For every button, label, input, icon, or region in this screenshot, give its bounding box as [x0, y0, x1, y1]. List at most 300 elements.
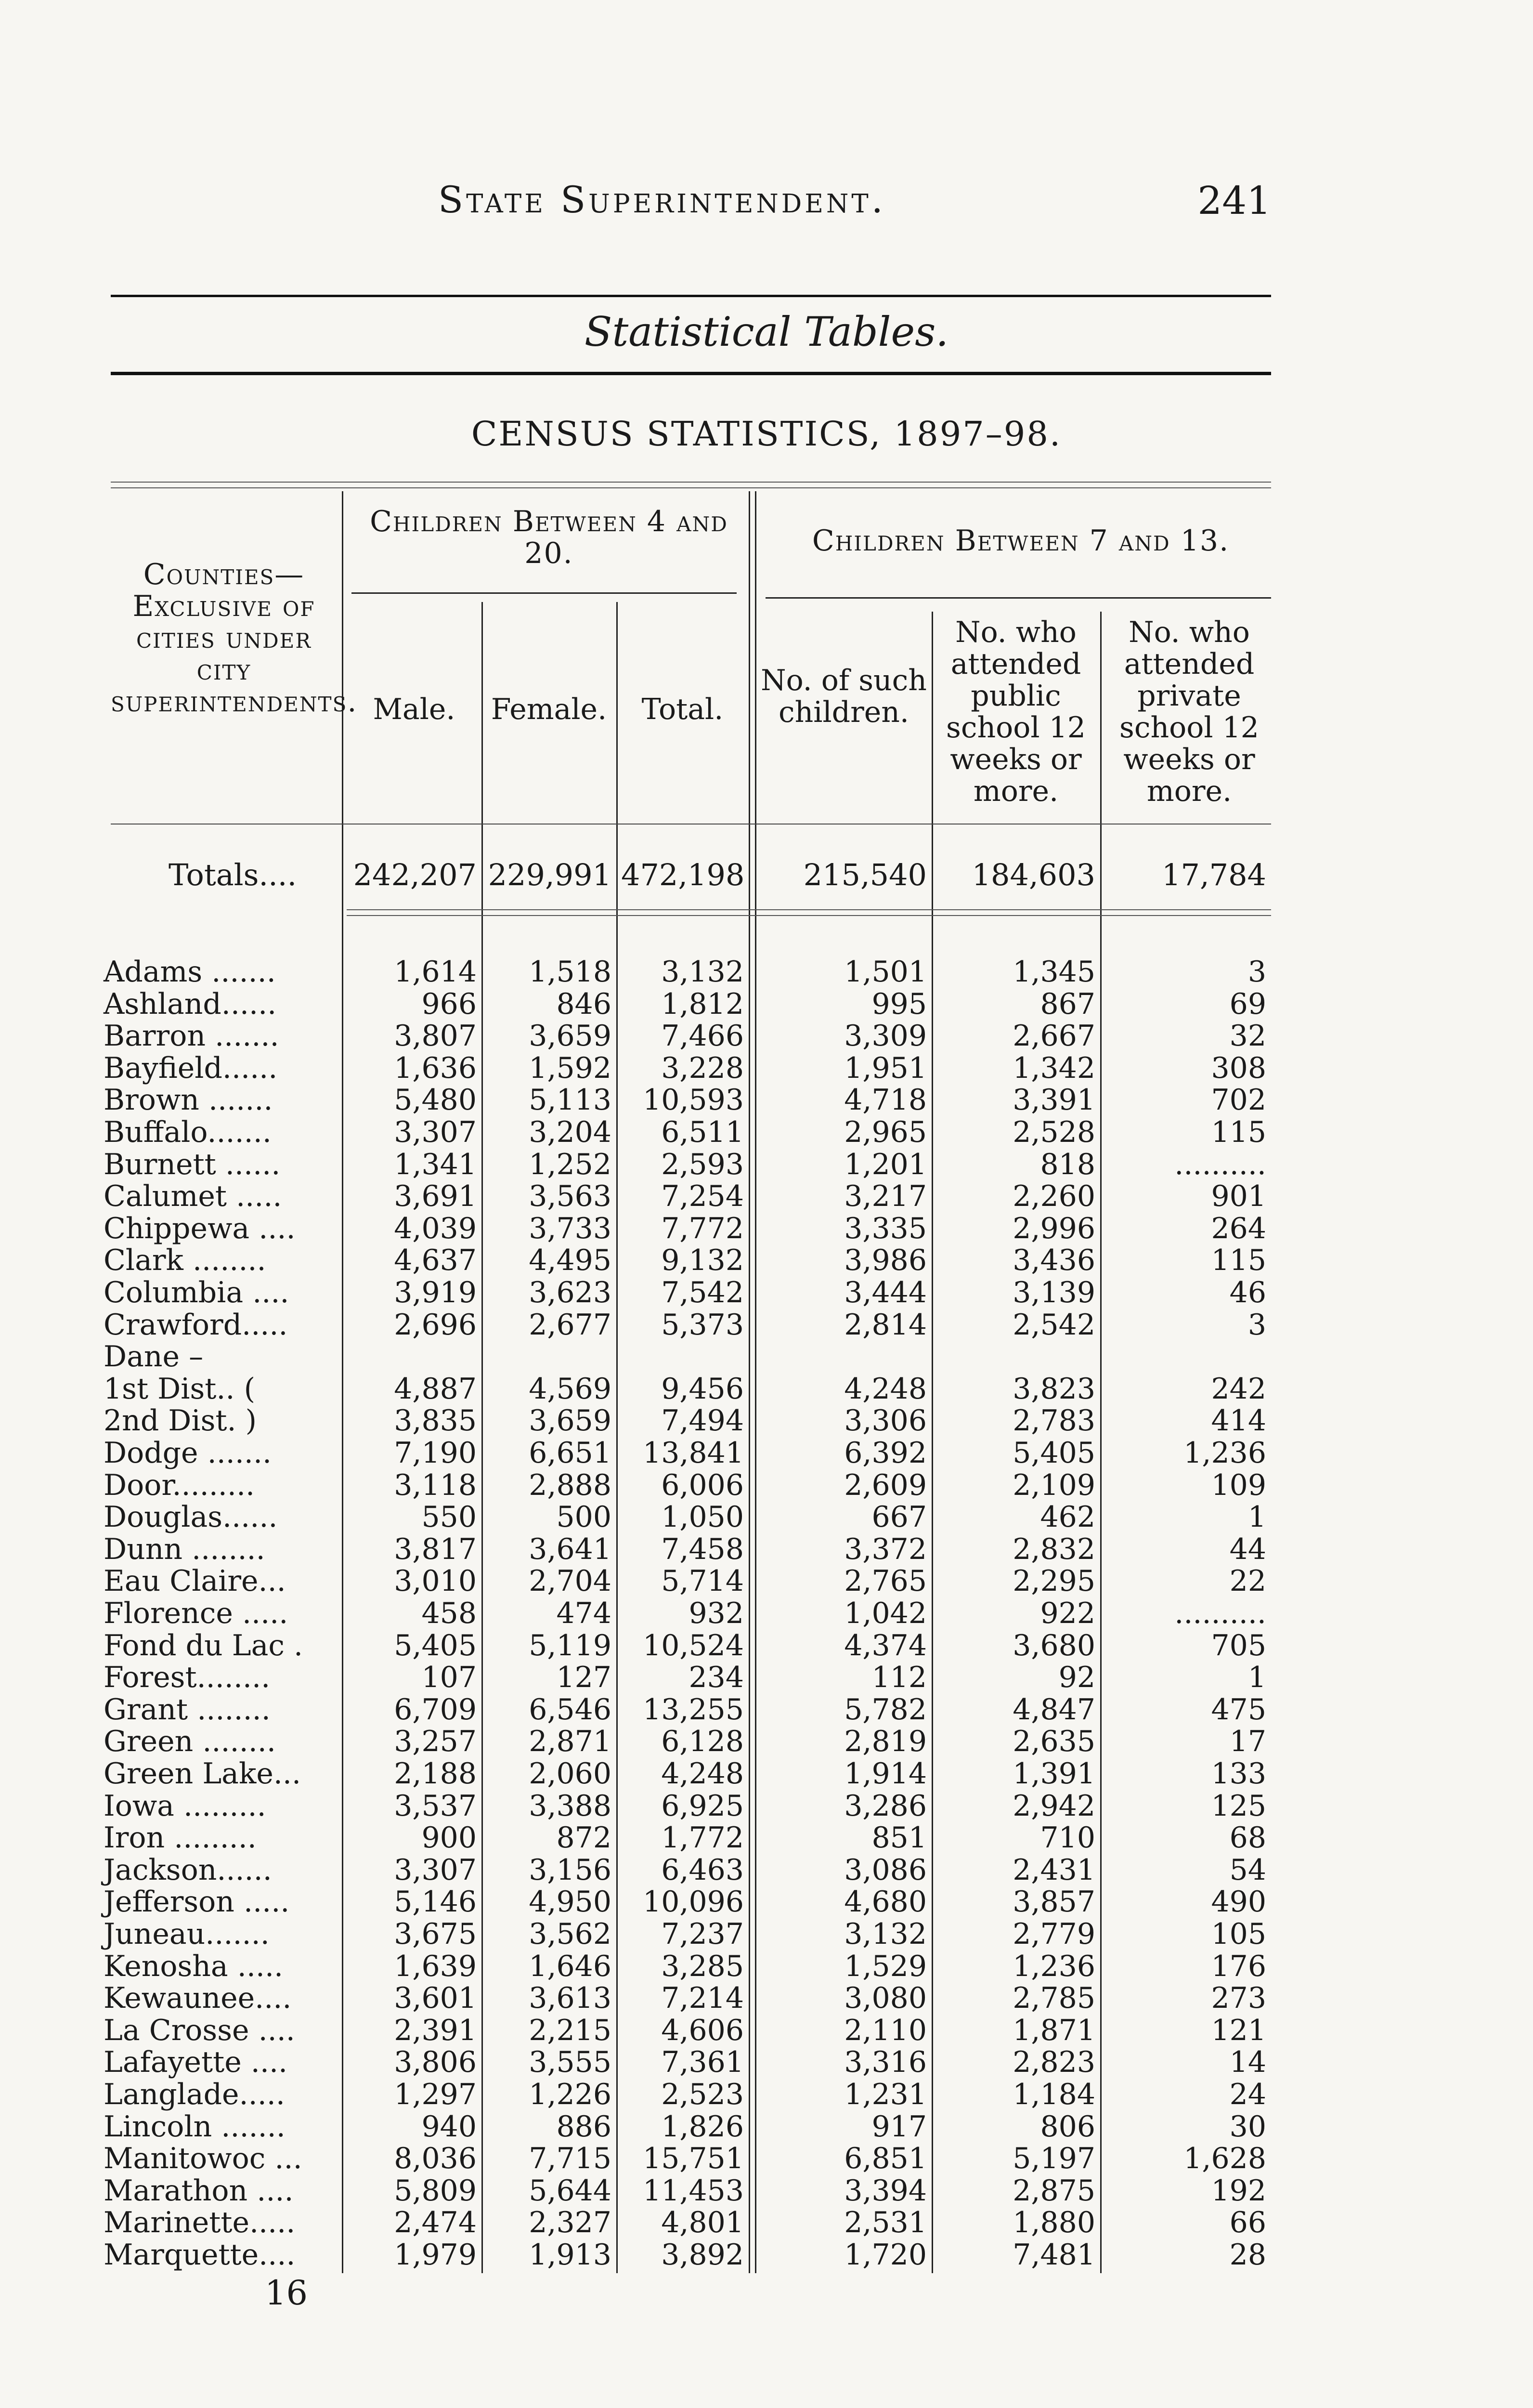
cell-total: 10,096: [643, 1885, 744, 1919]
cell-total: 4,606: [661, 2014, 744, 2047]
county-name: Jefferson .....: [104, 1885, 290, 1919]
cell-public: 1,342: [1013, 1051, 1095, 1085]
cell-children: 995: [871, 987, 927, 1021]
cell-total: 5,373: [661, 1308, 744, 1342]
cell-private: 14: [1229, 2045, 1266, 2079]
cell-children: 2,531: [844, 2206, 927, 2239]
table-row: [0, 1180, 1533, 1212]
cell-private: 69: [1229, 987, 1266, 1021]
cell-male: 3,806: [394, 2045, 477, 2079]
cell-male: 107: [421, 1661, 477, 1694]
cell-male: 1,297: [394, 2078, 477, 2111]
cell-public: 2,996: [1013, 1212, 1095, 1245]
cell-private: 475: [1211, 1693, 1266, 1727]
county-name: Dane –: [104, 1340, 204, 1374]
cell-public: 818: [1040, 1148, 1095, 1181]
cell-private: 68: [1229, 1821, 1266, 1855]
cell-total: 10,524: [643, 1629, 744, 1662]
cell-female: 3,563: [529, 1179, 611, 1213]
cell-private: 3: [1247, 1308, 1266, 1342]
cell-female: 2,888: [529, 1468, 611, 1502]
cell-male: 6,709: [394, 1693, 477, 1727]
table-row: [0, 2046, 1533, 2078]
county-name: Juneau.......: [104, 1917, 270, 1951]
cell-public: 2,875: [1013, 2174, 1095, 2208]
table-row: [0, 1501, 1533, 1533]
county-name: Douglas......: [104, 1500, 278, 1534]
table-row: [0, 1950, 1533, 1982]
cell-male: 940: [421, 2110, 477, 2144]
county-name: Kenosha .....: [104, 1950, 284, 1983]
cell-children: 3,217: [844, 1179, 927, 1213]
county-name: Bayfield......: [104, 1051, 278, 1085]
header-no-children: No. of such children.: [761, 664, 927, 729]
cell-children: 2,965: [844, 1115, 927, 1149]
cell-children: 2,814: [844, 1308, 927, 1342]
table-row: [0, 2015, 1533, 2046]
cell-female: 4,569: [529, 1372, 611, 1406]
table-row: [0, 956, 1533, 988]
cell-female: 1,646: [529, 1950, 611, 1983]
cell-total: 7,494: [661, 1404, 744, 1438]
cell-female: 1,252: [529, 1148, 611, 1181]
totals-male: 242,207: [353, 857, 477, 892]
table-row: [0, 988, 1533, 1020]
cell-female: 2,871: [529, 1725, 611, 1758]
county-name: Lafayette ....: [104, 2045, 288, 2079]
cell-total: 9,456: [661, 1372, 744, 1406]
cell-female: 5,644: [529, 2174, 611, 2208]
table-row: [0, 1597, 1533, 1629]
county-name: Iron .........: [104, 1821, 257, 1855]
cell-male: 7,190: [394, 1436, 477, 1470]
cell-children: 2,609: [844, 1468, 927, 1502]
cell-public: 710: [1040, 1821, 1095, 1855]
cell-public: 2,295: [1013, 1564, 1095, 1598]
cell-public: 4,847: [1013, 1693, 1095, 1727]
cell-public: 7,481: [1013, 2238, 1095, 2272]
cell-children: 3,372: [844, 1532, 927, 1566]
cell-total: 15,751: [643, 2142, 744, 2175]
signature-mark: 16: [265, 2273, 308, 2313]
cell-children: 1,529: [844, 1950, 927, 1983]
cell-private: ..........: [1174, 1148, 1266, 1181]
group-rule-7-13: [766, 597, 1271, 599]
county-name: Florence .....: [104, 1597, 288, 1630]
cell-children: 1,042: [844, 1597, 927, 1630]
county-name: Marathon ....: [104, 2174, 294, 2208]
cell-public: 2,667: [1013, 1019, 1095, 1053]
cell-female: 474: [556, 1597, 611, 1630]
county-name: Door.........: [104, 1468, 255, 1502]
table-row: [0, 2111, 1533, 2143]
cell-female: 872: [556, 1821, 611, 1855]
cell-private: 115: [1211, 1243, 1266, 1277]
cell-public: 92: [1058, 1661, 1095, 1694]
table-row: [0, 1726, 1533, 1757]
cell-total: 4,801: [661, 2206, 744, 2239]
table-row: [0, 1084, 1533, 1116]
cell-female: 1,592: [529, 1051, 611, 1085]
cell-private: 192: [1211, 2174, 1266, 2208]
cell-public: 922: [1040, 1597, 1095, 1630]
running-head: [111, 178, 1271, 226]
cell-male: 3,817: [394, 1532, 477, 1566]
county-name: Buffalo.......: [104, 1115, 272, 1149]
county-name: La Crosse ....: [104, 2014, 295, 2047]
cell-public: 867: [1040, 987, 1095, 1021]
cell-private: 30: [1229, 2110, 1266, 2144]
cell-female: 2,327: [529, 2206, 611, 2239]
cell-male: 5,146: [394, 1885, 477, 1919]
cell-children: 1,231: [844, 2078, 927, 2111]
table-row: [0, 1277, 1533, 1309]
cell-children: 3,132: [844, 1917, 927, 1951]
cell-total: 6,128: [661, 1725, 744, 1758]
table-row: [0, 1982, 1533, 2014]
county-name: Kewaunee....: [104, 1981, 292, 2015]
table-row: [0, 1886, 1533, 1918]
cell-children: 851: [871, 1821, 927, 1855]
table-row: [0, 1918, 1533, 1950]
cell-children: 2,765: [844, 1564, 927, 1598]
cell-female: 1,913: [529, 2238, 611, 2272]
cell-public: 2,832: [1013, 1532, 1095, 1566]
county-name: Iowa .........: [104, 1789, 266, 1823]
cell-male: 3,807: [394, 1019, 477, 1053]
cell-male: 2,696: [394, 1308, 477, 1342]
cell-male: 3,257: [394, 1725, 477, 1758]
cell-children: 3,444: [844, 1276, 927, 1309]
table-row: [0, 1244, 1533, 1276]
cell-private: 109: [1211, 1468, 1266, 1502]
county-name: Forest........: [104, 1661, 271, 1694]
table-row: [0, 1565, 1533, 1597]
table-row: [0, 1437, 1533, 1469]
county-name: Langlade.....: [104, 2078, 285, 2111]
cell-total: 6,511: [661, 1115, 744, 1149]
cell-children: 667: [871, 1500, 927, 1534]
cell-male: 1,341: [394, 1148, 477, 1181]
cell-total: 2,523: [661, 2078, 744, 2111]
cell-male: 3,601: [394, 1981, 477, 2015]
cell-public: 5,405: [1013, 1436, 1095, 1470]
cell-public: 5,197: [1013, 2142, 1095, 2175]
cell-total: 3,132: [661, 955, 744, 989]
cell-children: 4,680: [844, 1885, 927, 1919]
cell-male: 1,614: [394, 955, 477, 989]
cell-private: 705: [1211, 1629, 1266, 1662]
totals-rule-1: [347, 909, 1271, 910]
cell-public: 3,823: [1013, 1372, 1095, 1406]
cell-public: 1,880: [1013, 2206, 1095, 2239]
cell-female: 3,613: [529, 1981, 611, 2015]
cell-public: 2,528: [1013, 1115, 1095, 1149]
cell-children: 3,335: [844, 1212, 927, 1245]
cell-public: 3,680: [1013, 1629, 1095, 1662]
cell-total: 13,841: [643, 1436, 744, 1470]
cell-children: 1,720: [844, 2238, 927, 2272]
cell-private: 3: [1247, 955, 1266, 989]
cell-female: 1,518: [529, 955, 611, 989]
cell-children: 6,392: [844, 1436, 927, 1470]
table-row: [0, 1694, 1533, 1726]
totals-label: Totals....: [169, 857, 297, 892]
cell-male: 4,637: [394, 1243, 477, 1277]
cell-total: 234: [689, 1661, 744, 1694]
cell-male: 5,480: [394, 1083, 477, 1117]
cell-female: 3,555: [529, 2045, 611, 2079]
table-row: [0, 2207, 1533, 2238]
cell-total: 9,132: [661, 1243, 744, 1277]
county-name: Lincoln .......: [104, 2110, 286, 2144]
cell-total: 6,463: [661, 1853, 744, 1887]
cell-male: 3,307: [394, 1853, 477, 1887]
cell-total: 7,542: [661, 1276, 744, 1309]
totals-rule-2: [347, 915, 1271, 916]
cell-male: 3,919: [394, 1276, 477, 1309]
cell-male: 4,887: [394, 1372, 477, 1406]
cell-public: 2,542: [1013, 1308, 1095, 1342]
cell-male: 2,188: [394, 1757, 477, 1791]
cell-female: 3,623: [529, 1276, 611, 1309]
cell-female: 2,677: [529, 1308, 611, 1342]
cell-public: 3,139: [1013, 1276, 1095, 1309]
cell-male: 966: [421, 987, 477, 1021]
cell-female: 4,950: [529, 1885, 611, 1919]
cell-private: 1,236: [1183, 1436, 1266, 1470]
cell-male: 5,809: [394, 2174, 477, 2208]
cell-female: 2,704: [529, 1564, 611, 1598]
table-row: [0, 1309, 1533, 1341]
cell-public: 2,823: [1013, 2045, 1095, 2079]
cell-female: 3,659: [529, 1019, 611, 1053]
table-row: [0, 1052, 1533, 1084]
cell-total: 1,050: [661, 1500, 744, 1534]
cell-children: 3,316: [844, 2045, 927, 2079]
cell-private: 1: [1247, 1661, 1266, 1694]
cell-female: 3,733: [529, 1212, 611, 1245]
cell-male: 2,391: [394, 2014, 477, 2047]
cell-male: 3,691: [394, 1179, 477, 1213]
cell-public: 2,635: [1013, 1725, 1095, 1758]
cell-total: 6,925: [661, 1789, 744, 1823]
cell-public: 2,260: [1013, 1179, 1095, 1213]
county-name: Green Lake...: [104, 1757, 301, 1791]
table-top-rule-2: [111, 487, 1271, 488]
cell-total: 1,826: [661, 2110, 744, 2144]
cell-total: 7,361: [661, 2045, 744, 2079]
cell-public: 1,871: [1013, 2014, 1095, 2047]
totals-female: 229,991: [488, 857, 611, 892]
cell-children: 1,201: [844, 1148, 927, 1181]
table-row: [0, 1469, 1533, 1501]
cell-private: 105: [1211, 1917, 1266, 1951]
cell-private: 22: [1229, 1564, 1266, 1598]
cell-private: 44: [1229, 1532, 1266, 1566]
table-title: CENSUS STATISTICS, 1897–98.: [471, 414, 1062, 454]
cell-children: 3,286: [844, 1789, 927, 1823]
county-name: Fond du Lac .: [104, 1629, 303, 1662]
cell-children: 6,851: [844, 2142, 927, 2175]
cell-total: 7,466: [661, 1019, 744, 1053]
cell-male: 1,979: [394, 2238, 477, 2272]
cell-male: 1,636: [394, 1051, 477, 1085]
cell-total: 1,772: [661, 1821, 744, 1855]
county-name: 2nd Dist. ): [104, 1404, 257, 1438]
cell-male: 4,039: [394, 1212, 477, 1245]
cell-public: 462: [1040, 1500, 1095, 1534]
cell-male: 8,036: [394, 2142, 477, 2175]
county-name: Calumet .....: [104, 1179, 282, 1213]
county-name: Ashland......: [104, 987, 277, 1021]
cell-female: 6,546: [529, 1693, 611, 1727]
cell-private: 242: [1211, 1372, 1266, 1406]
cell-total: 3,285: [661, 1950, 744, 1983]
totals-public: 184,603: [972, 857, 1095, 892]
county-name: Green ........: [104, 1725, 276, 1758]
county-name: Jackson......: [104, 1853, 272, 1887]
cell-total: 11,453: [643, 2174, 744, 2208]
cell-male: 3,118: [394, 1468, 477, 1502]
header-public-12-weeks: No. who attended public school 12 weeks or more.: [946, 615, 1086, 808]
cell-female: 5,113: [529, 1083, 611, 1117]
table-row: [0, 1020, 1533, 1052]
cell-public: 2,431: [1013, 1853, 1095, 1887]
cell-private: 125: [1211, 1789, 1266, 1823]
cell-male: 5,405: [394, 1629, 477, 1662]
cell-total: 7,237: [661, 1917, 744, 1951]
cell-total: 7,458: [661, 1532, 744, 1566]
cell-children: 4,374: [844, 1629, 927, 1662]
cell-male: 3,675: [394, 1917, 477, 1951]
cell-public: 2,942: [1013, 1789, 1095, 1823]
cell-female: 3,204: [529, 1115, 611, 1149]
cell-private: 17: [1229, 1725, 1266, 1758]
cell-female: 127: [556, 1661, 611, 1694]
cell-private: 115: [1211, 1115, 1266, 1149]
cell-public: 2,779: [1013, 1917, 1095, 1951]
cell-female: 500: [556, 1500, 611, 1534]
cell-children: 4,248: [844, 1372, 927, 1406]
cell-private: 46: [1229, 1276, 1266, 1309]
cell-public: 1,236: [1013, 1950, 1095, 1983]
cell-children: 1,951: [844, 1051, 927, 1085]
cell-total: 3,228: [661, 1051, 744, 1085]
cell-private: 273: [1211, 1981, 1266, 2015]
section-title: Statistical Tables.: [584, 308, 949, 355]
section-rule: [111, 372, 1271, 375]
county-name: Adams .......: [104, 955, 276, 989]
totals-private: 17,784: [1162, 857, 1266, 892]
cell-female: 846: [556, 987, 611, 1021]
cell-children: 5,782: [844, 1693, 927, 1727]
totals-children: 215,540: [803, 857, 927, 892]
cell-private: 66: [1229, 2206, 1266, 2239]
cell-private: 32: [1229, 1019, 1266, 1053]
cell-total: 5,714: [661, 1564, 744, 1598]
cell-public: 1,345: [1013, 955, 1095, 989]
cell-male: 3,307: [394, 1115, 477, 1149]
cell-children: 1,501: [844, 955, 927, 989]
cell-children: 3,986: [844, 1243, 927, 1277]
county-name: 1st Dist.. (: [104, 1372, 255, 1406]
table-row: [0, 1822, 1533, 1854]
cell-children: 2,110: [844, 2014, 927, 2047]
header-private-12-weeks: No. who attended private school 12 weeks or more.: [1119, 615, 1259, 808]
cell-male: 3,537: [394, 1789, 477, 1823]
cell-private: 308: [1211, 1051, 1266, 1085]
cell-public: 2,109: [1013, 1468, 1095, 1502]
cell-female: 3,388: [529, 1789, 611, 1823]
cell-female: 3,156: [529, 1853, 611, 1887]
cell-total: 932: [689, 1597, 744, 1630]
county-name: Columbia ....: [104, 1276, 289, 1309]
cell-children: 3,306: [844, 1404, 927, 1438]
cell-public: 806: [1040, 2110, 1095, 2144]
table-row: [0, 1630, 1533, 1662]
totals-total: 472,198: [621, 857, 745, 892]
cell-private: 490: [1211, 1885, 1266, 1919]
cell-private: 1,628: [1183, 2142, 1266, 2175]
county-name: Crawford.....: [104, 1308, 288, 1342]
cell-female: 7,715: [529, 2142, 611, 2175]
table-row: [0, 2239, 1533, 2271]
cell-total: 6,006: [661, 1468, 744, 1502]
county-name: Barron .......: [104, 1019, 279, 1053]
header-male: Male.: [373, 693, 455, 726]
cell-private: 133: [1211, 1757, 1266, 1791]
cell-children: 112: [871, 1661, 927, 1694]
cell-total: 13,255: [643, 1693, 744, 1727]
cell-children: 1,914: [844, 1757, 927, 1791]
table-row: [0, 1533, 1533, 1565]
county-name: Burnett ......: [104, 1148, 281, 1181]
cell-private: 1: [1247, 1500, 1266, 1534]
cell-female: 2,060: [529, 1757, 611, 1791]
header-children-7-13: Children Between 7 and 13.: [812, 524, 1230, 558]
cell-total: 10,593: [643, 1083, 744, 1117]
cell-private: 414: [1211, 1404, 1266, 1438]
county-name: Clark ........: [104, 1243, 266, 1277]
cell-children: 2,819: [844, 1725, 927, 1758]
cell-female: 2,215: [529, 2014, 611, 2047]
cell-private: 54: [1229, 1853, 1266, 1887]
table-row: [0, 2175, 1533, 2207]
header-counties-text: Counties—Exclusive of cities under city superintendents.: [111, 558, 358, 719]
header-total: Total.: [641, 693, 724, 726]
table-row: [0, 1373, 1533, 1405]
county-name: Marquette....: [104, 2238, 296, 2272]
table-row: [0, 1758, 1533, 1790]
cell-public: 2,783: [1013, 1404, 1095, 1438]
cell-private: 28: [1229, 2238, 1266, 2272]
cell-male: 2,474: [394, 2206, 477, 2239]
cell-private: 702: [1211, 1083, 1266, 1117]
cell-children: 3,080: [844, 1981, 927, 2015]
cell-children: 3,309: [844, 1019, 927, 1053]
cell-public: 1,184: [1013, 2078, 1095, 2111]
cell-female: 5,119: [529, 1629, 611, 1662]
cell-female: 3,659: [529, 1404, 611, 1438]
cell-children: 3,394: [844, 2174, 927, 2208]
cell-male: 3,010: [394, 1564, 477, 1598]
cell-total: 7,214: [661, 1981, 744, 2015]
cell-female: 886: [556, 2110, 611, 2144]
cell-public: 2,785: [1013, 1981, 1095, 2015]
county-name: Dodge .......: [104, 1436, 272, 1470]
table-row: [0, 1116, 1533, 1148]
